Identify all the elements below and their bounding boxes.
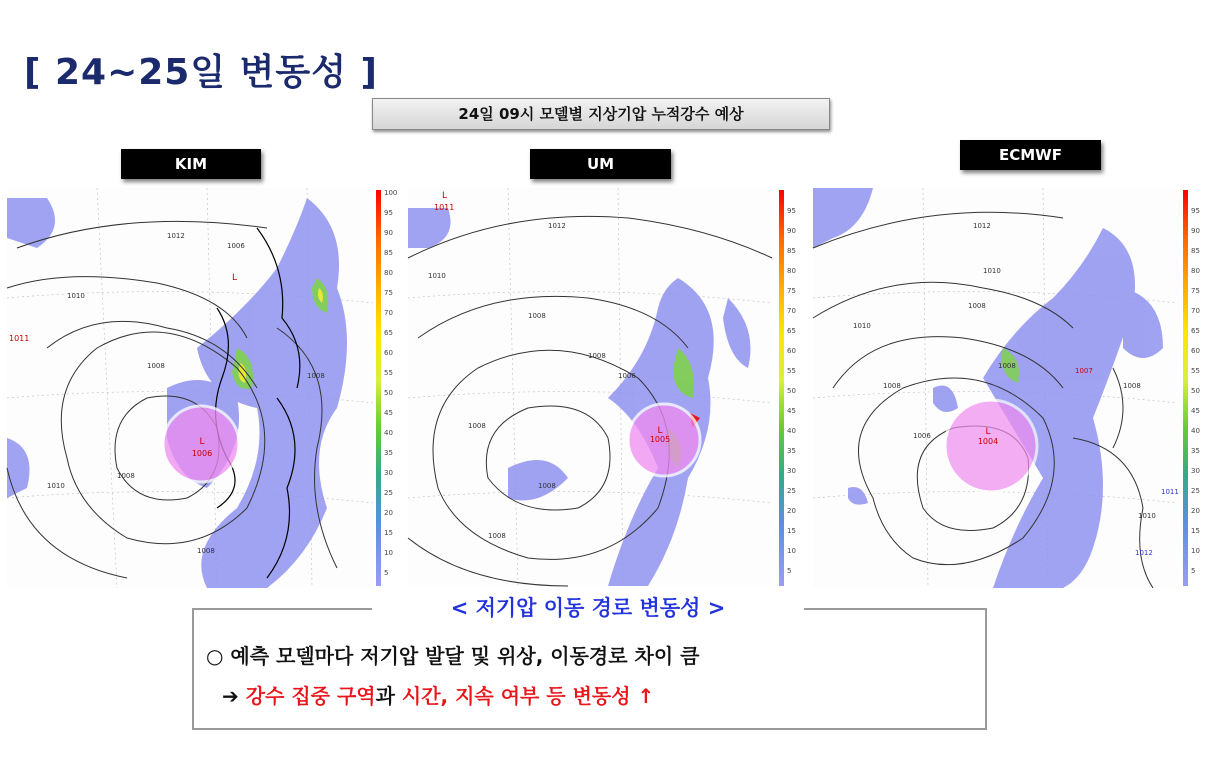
colorbar-tick: 80 (384, 269, 393, 277)
model-label-ecmwf: ECMWF (960, 140, 1101, 170)
kim-isobar-label: 1008 (117, 472, 135, 480)
kim-colorbar (376, 190, 400, 586)
kim-pressure-map (7, 188, 373, 588)
colorbar-tick: 40 (1191, 427, 1200, 435)
colorbar-tick: 5 (384, 569, 389, 577)
ecmwf-isobar-label: 1012 (973, 222, 991, 230)
colorbar-tick: 85 (384, 249, 393, 257)
colorbar-tick: 30 (787, 467, 796, 475)
kim-isobar-label: 1008 (147, 362, 165, 370)
colorbar-tick: 30 (1191, 467, 1200, 475)
colorbar-tick: 90 (787, 227, 796, 235)
um-colorbar (779, 190, 803, 586)
colorbar-tick: 15 (384, 529, 393, 537)
subtitle-banner: 24일 09시 모델별 지상기압 누적강수 예상 (372, 98, 830, 130)
colorbar-tick: 95 (1191, 207, 1200, 215)
ecmwf-isobar-label: 1008 (1123, 382, 1141, 390)
kim-side-label-2: L (232, 273, 238, 283)
ecmwf-side-label-3: 1011 (1161, 488, 1179, 496)
colorbar-tick: 65 (1191, 327, 1200, 335)
colorbar-tick: 95 (384, 209, 393, 217)
summary-heading: < 저기압 이동 경로 변동성 > (372, 592, 804, 624)
colorbar-tick: 35 (1191, 447, 1200, 455)
um-isobar-label: 1006 (618, 372, 636, 380)
um-isobar-label: 1010 (428, 272, 446, 280)
colorbar-tick: 75 (787, 287, 796, 295)
kim-isobar-label: 1010 (67, 292, 85, 300)
colorbar-tick: 60 (384, 349, 393, 357)
colorbar-tick: 65 (787, 327, 796, 335)
um-colorbar-gradient (779, 190, 784, 586)
ecmwf-low-value: 1004 (977, 437, 999, 446)
kim-low-marker: L (199, 437, 205, 447)
colorbar-tick: 30 (384, 469, 393, 477)
colorbar-tick: 20 (384, 509, 393, 517)
colorbar-tick: 40 (384, 429, 393, 437)
ecmwf-isobar-label: 1010 (1138, 512, 1156, 520)
ecmwf-isobar-label: 1006 (913, 432, 931, 440)
model-label-kim: KIM (121, 149, 261, 179)
ecmwf-isobar-label: 1010 (983, 267, 1001, 275)
um-low-marker: L (657, 426, 663, 436)
colorbar-tick: 15 (1191, 527, 1200, 535)
arrow-icon: ➔ (222, 684, 239, 708)
detail-emphasis-1: 강수 집중 구역 (245, 684, 376, 708)
colorbar-tick: 35 (787, 447, 796, 455)
colorbar-tick: 75 (1191, 287, 1200, 295)
colorbar-tick: 45 (1191, 407, 1200, 415)
kim-colorbar-gradient (376, 190, 381, 586)
colorbar-tick: 10 (1191, 547, 1200, 555)
ecmwf-isobar-label: 1008 (998, 362, 1016, 370)
um-isobar-label: 1008 (468, 422, 486, 430)
um-isobar-label: 1012 (548, 222, 566, 230)
um-isobar-label: 1008 (588, 352, 606, 360)
colorbar-tick: 80 (1191, 267, 1200, 275)
colorbar-tick: 60 (1191, 347, 1200, 355)
colorbar-tick: 65 (384, 329, 393, 337)
kim-low-value: 1006 (191, 449, 213, 458)
um-isobar-label: 1008 (538, 482, 556, 490)
colorbar-tick: 80 (787, 267, 796, 275)
um-isobar-label: 1008 (528, 312, 546, 320)
summary-detail (222, 680, 654, 709)
colorbar-tick: 50 (1191, 387, 1200, 395)
um-isobar-label: 1008 (488, 532, 506, 540)
colorbar-tick: 5 (787, 567, 792, 575)
colorbar-tick: 70 (787, 307, 796, 315)
colorbar-tick: 100 (384, 189, 398, 197)
kim-isobar-label: 1008 (197, 547, 215, 555)
colorbar-tick: 20 (787, 507, 796, 515)
ecmwf-isobar-label: 1008 (883, 382, 901, 390)
slide-title: [ 24~25일 변동성 ] (24, 52, 378, 93)
colorbar-tick: 10 (384, 549, 393, 557)
colorbar-tick: 95 (787, 207, 796, 215)
colorbar-tick: 25 (384, 489, 393, 497)
ecmwf-side-label-1: 1007 (1075, 367, 1093, 375)
ecmwf-pressure-map (813, 188, 1177, 588)
summary-box (192, 608, 987, 730)
colorbar-tick: 75 (384, 289, 393, 297)
colorbar-tick: 60 (787, 347, 796, 355)
model-label-um: UM (530, 149, 671, 179)
um-pressure-map (408, 188, 772, 586)
ecmwf-colorbar-gradient (1183, 190, 1188, 586)
colorbar-tick: 90 (1191, 227, 1200, 235)
colorbar-tick: 50 (384, 389, 393, 397)
colorbar-tick: 40 (787, 427, 796, 435)
ecmwf-colorbar (1183, 190, 1205, 586)
colorbar-tick: 45 (384, 409, 393, 417)
colorbar-tick: 25 (787, 487, 796, 495)
detail-connector: 과 (375, 684, 402, 708)
um-low-value: 1005 (649, 435, 671, 444)
colorbar-tick: 20 (1191, 507, 1200, 515)
ecmwf-low-marker: L (985, 427, 991, 437)
colorbar-tick: 70 (1191, 307, 1200, 315)
um-side-label-1: 1011 (434, 203, 455, 212)
colorbar-tick: 55 (1191, 367, 1200, 375)
colorbar-tick: 15 (787, 527, 796, 535)
colorbar-tick: 50 (787, 387, 796, 395)
kim-isobar-label: 1008 (307, 372, 325, 380)
kim-isobar-label: 1006 (227, 242, 245, 250)
colorbar-tick: 25 (1191, 487, 1200, 495)
um-side-label-2: L (442, 191, 448, 201)
colorbar-tick: 10 (787, 547, 796, 555)
ecmwf-isobar-label: 1008 (968, 302, 986, 310)
ecmwf-side-label-2: 1012 (1135, 549, 1153, 557)
colorbar-tick: 45 (787, 407, 796, 415)
kim-side-label-1: 1011 (9, 334, 30, 343)
colorbar-tick: 85 (1191, 247, 1200, 255)
colorbar-tick: 85 (787, 247, 796, 255)
kim-isobar-label: 1010 (47, 482, 65, 490)
ecmwf-isobar-label: 1010 (853, 322, 871, 330)
detail-emphasis-2: 시간, 지속 여부 등 변동성 ↑ (401, 684, 655, 708)
summary-bullet: ○ 예측 모델마다 저기압 발달 및 위상, 이동경로 차이 큼 (206, 644, 700, 668)
kim-isobar-label: 1012 (167, 232, 185, 240)
colorbar-tick: 90 (384, 229, 393, 237)
colorbar-tick: 55 (384, 369, 393, 377)
colorbar-tick: 55 (787, 367, 796, 375)
colorbar-tick: 5 (1191, 567, 1196, 575)
colorbar-tick: 35 (384, 449, 393, 457)
colorbar-tick: 70 (384, 309, 393, 317)
